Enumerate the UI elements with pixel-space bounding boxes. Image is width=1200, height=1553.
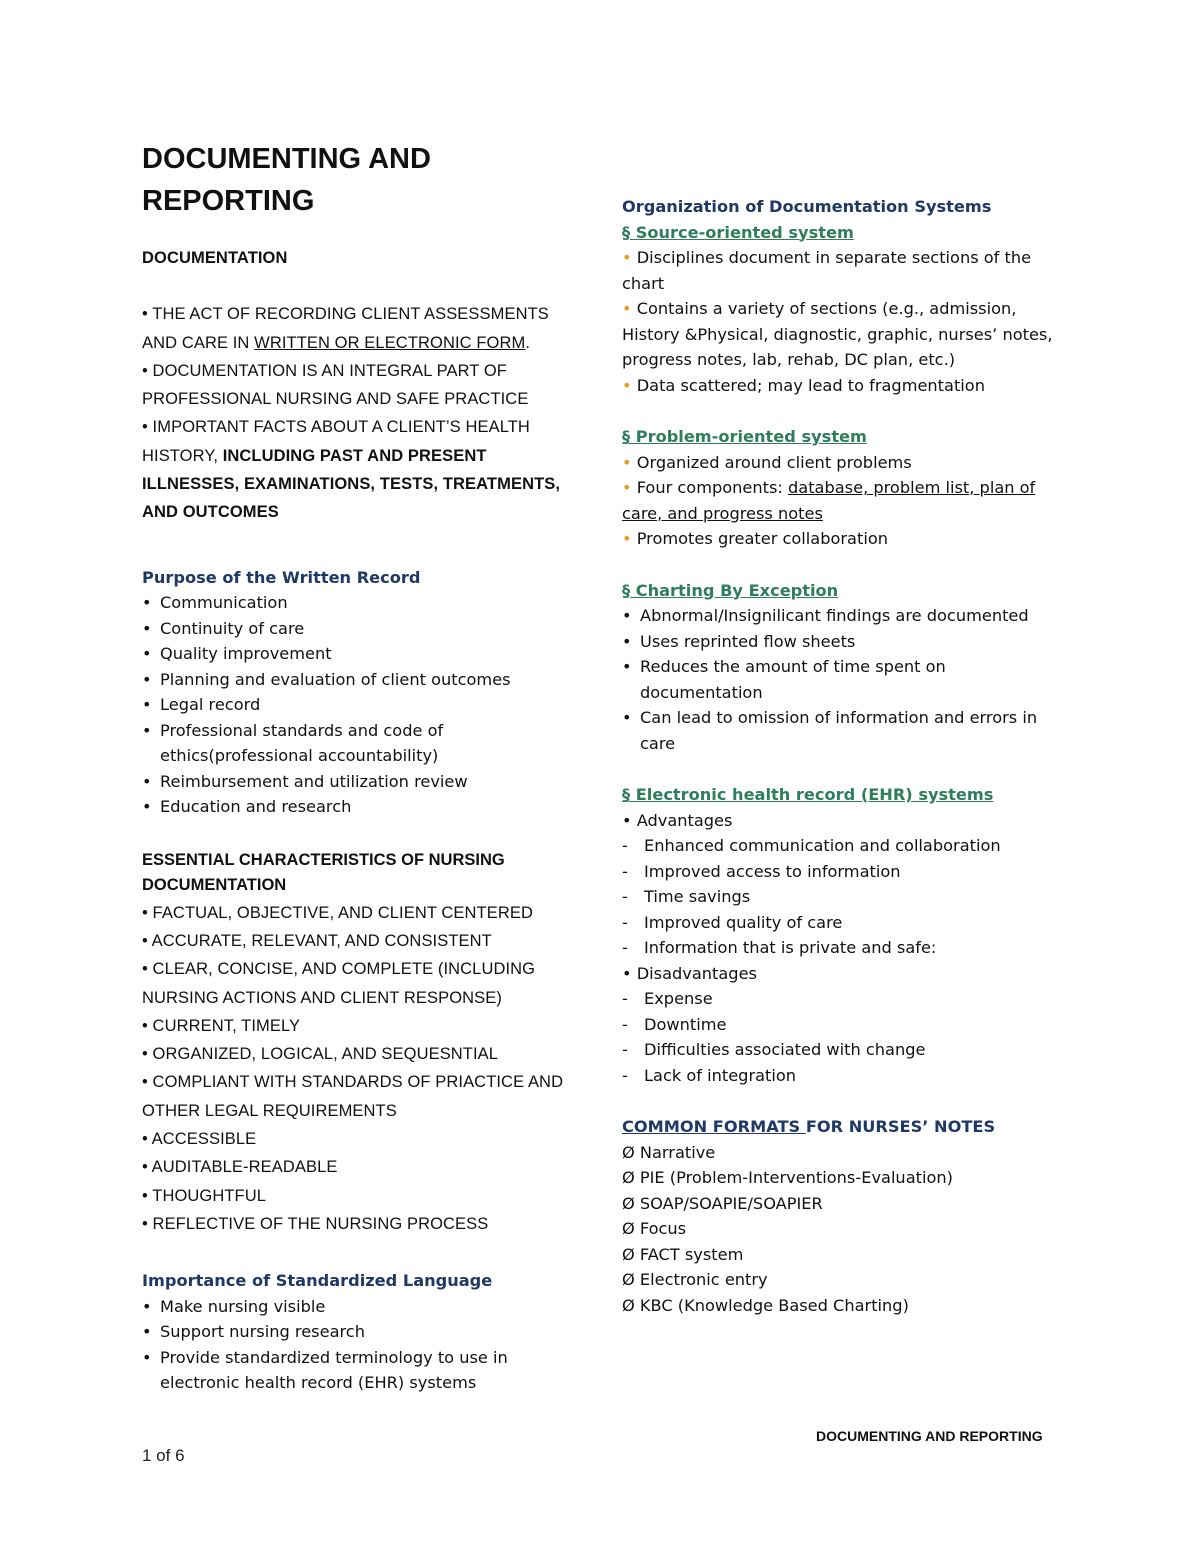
- purpose-list: [142, 590, 582, 820]
- dash-icon: -: [622, 861, 628, 881]
- disadvantage-item: - Expense: [622, 986, 1062, 1012]
- problem-item: • Organized around client problems: [622, 452, 912, 472]
- standardized-language-item: • Support nursing research: [142, 1319, 582, 1345]
- charting-by-exception-heading: § Charting By Exception: [622, 580, 839, 600]
- disadvantage-item: - Difficulties associated with change: [622, 1037, 1062, 1063]
- bullet-icon: •: [622, 708, 632, 727]
- essential-list: [142, 899, 582, 1239]
- format-item: Ø KBC (Knowledge Based Charting): [622, 1295, 909, 1315]
- format-item: Ø PIE (Problem-Interventions-Evaluation): [622, 1168, 953, 1187]
- dash-icon: -: [622, 836, 628, 855]
- format-item: Ø Electronic entry: [622, 1270, 768, 1289]
- essential-item: • ACCESSIBLE: [142, 1130, 257, 1149]
- bullet-icon: •: [142, 644, 152, 664]
- source-oriented-heading: § Source-oriented system: [622, 222, 854, 242]
- purpose-item: • Planning and evaluation of client outcomes: [142, 667, 582, 693]
- bullet-icon: •: [622, 452, 637, 472]
- purpose-item: • Legal record: [142, 692, 582, 718]
- charting-by-exception-list: [622, 603, 1062, 756]
- bullet-icon: •: [142, 669, 152, 689]
- essential-item: • THOUGHTFUL: [142, 1186, 267, 1205]
- source-oriented-item: • Data scattered; may lead to fragmentation: [622, 375, 985, 395]
- title-line-1: DOCUMENTING AND: [142, 143, 431, 175]
- empty-set-icon: Ø: [622, 1244, 640, 1264]
- bullet-icon: •: [142, 593, 152, 613]
- bullet-icon: •: [142, 720, 152, 740]
- bullet-icon: •: [142, 1347, 152, 1367]
- dash-icon: -: [622, 989, 628, 1008]
- disadvantage-item: - Downtime: [622, 1012, 1062, 1038]
- advantage-item: - Improved access to information: [622, 859, 1062, 885]
- documentation-paragraph-1: • THE ACT OF RECORDING CLIENT ASSESSMENTS AND CARE IN WRITTEN OR ELECTRONIC FORM.: [142, 305, 549, 352]
- essential-item: • COMPLIANT WITH STANDARDS OF PRIACTICE AND OTHER LEGAL REQUIREMENTS: [142, 1073, 564, 1120]
- left-column: [142, 244, 582, 1396]
- written-form-link: WRITTEN OR ELECTRONIC FORM: [254, 333, 526, 352]
- purpose-item: • Professional standards and code of ethics(professional accountability): [142, 718, 582, 769]
- documentation-heading: DOCUMENTATION: [142, 249, 288, 267]
- page-indicator: 1 of 6: [142, 1446, 185, 1465]
- dash-icon: -: [622, 1040, 628, 1059]
- format-item: Ø SOAP/SOAPIE/SOAPIER: [622, 1193, 823, 1213]
- bullet-icon: •: [142, 771, 152, 791]
- essential-item: • FACTUAL, OBJECTIVE, AND CLIENT CENTERED: [142, 903, 533, 922]
- empty-set-icon: Ø: [622, 1219, 640, 1238]
- ehr-heading: § Electronic health record (EHR) systems: [622, 785, 994, 804]
- bullet-icon: •: [622, 248, 637, 267]
- problem-item: • Four components: database, problem list, plan of care, and progress notes: [622, 478, 1036, 523]
- charting-by-exception-item: • Reduces the amount of time spent on documentation: [622, 654, 1062, 705]
- format-item: Ø Narrative: [622, 1142, 716, 1162]
- dash-icon: -: [622, 912, 628, 932]
- standardized-language-item: • Provide standardized terminology to use in electronic health record (EHR) systems: [142, 1345, 582, 1396]
- dash-icon: -: [622, 887, 628, 906]
- essential-item: • ACCURATE, RELEVANT, AND CONSISTENT: [142, 931, 492, 950]
- advantage-item: - Time savings: [622, 884, 1062, 910]
- documentation-paragraph-3: • IMPORTANT FACTS ABOUT A CLIENT’S HEALTH HISTORY, INCLUDING PAST AND PRESENT ILLNESSES, EXAMINATIONS, TESTS, TREATMENTS, AND OUTCOMES: [142, 418, 561, 522]
- essential-item: • REFLECTIVE OF THE NURSING PROCESS: [142, 1214, 489, 1233]
- bullet-icon: •: [142, 618, 152, 638]
- essential-item: • ORGANIZED, LOGICAL, AND SEQUESNTIAL: [142, 1045, 499, 1064]
- organization-heading: Organization of Documentation Systems: [622, 197, 992, 216]
- problem-oriented-heading: § Problem-oriented system: [622, 427, 867, 446]
- standardized-language-item: • Make nursing visible: [142, 1294, 582, 1320]
- advantage-item: - Improved quality of care: [622, 910, 1062, 936]
- problem-item: • Promotes greater collaboration: [622, 529, 888, 548]
- standardized-language-heading: Importance of Standardized Language: [142, 1271, 493, 1291]
- essential-heading: ESSENTIAL CHARACTERISTICS OF NURSING DOCUMENTATION: [142, 850, 505, 895]
- charting-by-exception-item: • Abnormal/Insignilicant findings are documented: [622, 603, 1062, 629]
- bullet-icon: •: [622, 478, 637, 497]
- bullet-icon: •: [142, 1296, 152, 1316]
- source-oriented-item: • Contains a variety of sections (e.g., admission, History &Physical, diagnostic, graphic, nurses’ notes, progress notes, lab, rehab, DC plan, etc.): [622, 299, 1053, 369]
- source-oriented-list: [622, 245, 1062, 398]
- dash-icon: -: [622, 1014, 628, 1034]
- format-item: Ø FACT system: [622, 1244, 744, 1264]
- purpose-item: • Communication: [142, 590, 582, 616]
- format-item: Ø Focus: [622, 1219, 687, 1238]
- documentation-paragraph-2: • DOCUMENTATION IS AN INTEGRAL PART OF PROFESSIONAL NURSING AND SAFE PRACTICE: [142, 361, 529, 409]
- source-oriented-item: • Disciplines document in separate sections of the chart: [622, 248, 1032, 293]
- charting-by-exception-item: • Uses reprinted flow sheets: [622, 629, 1062, 655]
- title-line-2: REPORTING: [142, 185, 315, 217]
- bullet-icon: •: [142, 1322, 152, 1342]
- dash-icon: -: [622, 938, 628, 957]
- advantage-item: - Information that is private and safe:: [622, 935, 1062, 961]
- empty-set-icon: Ø: [622, 1168, 640, 1187]
- bullet-icon: •: [622, 631, 632, 651]
- page-title: [142, 138, 522, 222]
- footer-title: DOCUMENTING AND REPORTING: [816, 1428, 1043, 1444]
- dash-icon: -: [622, 1065, 628, 1085]
- right-column: [622, 194, 1062, 1318]
- purpose-item: • Reimbursement and utilization review: [142, 769, 582, 795]
- advantages-list: [622, 833, 1062, 961]
- common-formats-heading: COMMON FORMATS FOR NURSES’ NOTES: [622, 1117, 996, 1136]
- purpose-item: • Quality improvement: [142, 641, 582, 667]
- advantage-item: - Enhanced communication and collaboration: [622, 833, 1062, 859]
- formats-list: [622, 1140, 1062, 1319]
- bullet-icon: •: [142, 797, 152, 817]
- charting-by-exception-item: • Can lead to omission of information and errors in care: [622, 705, 1062, 756]
- empty-set-icon: Ø: [622, 1295, 640, 1315]
- disadvantage-item: - Lack of integration: [622, 1063, 1062, 1089]
- purpose-item: • Education and research: [142, 794, 582, 820]
- disadvantages-label: • Disadvantages: [622, 963, 757, 983]
- bullet-icon: •: [622, 299, 637, 318]
- standardized-language-list: [142, 1294, 582, 1396]
- essential-item: • AUDITABLE-READABLE: [142, 1158, 338, 1177]
- advantages-label: • Advantages: [622, 810, 733, 830]
- bullet-icon: •: [142, 695, 152, 715]
- bullet-icon: •: [622, 529, 637, 548]
- disadvantages-list: [622, 986, 1062, 1088]
- bullet-icon: •: [622, 657, 632, 676]
- bullet-icon: •: [622, 606, 632, 625]
- empty-set-icon: Ø: [622, 1270, 640, 1289]
- purpose-item: • Continuity of care: [142, 616, 582, 642]
- empty-set-icon: Ø: [622, 1142, 640, 1162]
- essential-item: • CLEAR, CONCISE, AND COMPLETE (INCLUDING NURSING ACTIONS AND CLIENT RESPONSE): [142, 960, 536, 1007]
- empty-set-icon: Ø: [622, 1193, 640, 1213]
- bullet-icon: •: [622, 375, 637, 395]
- essential-item: • CURRENT, TIMELY: [142, 1016, 301, 1035]
- purpose-heading: Purpose of the Written Record: [142, 567, 421, 587]
